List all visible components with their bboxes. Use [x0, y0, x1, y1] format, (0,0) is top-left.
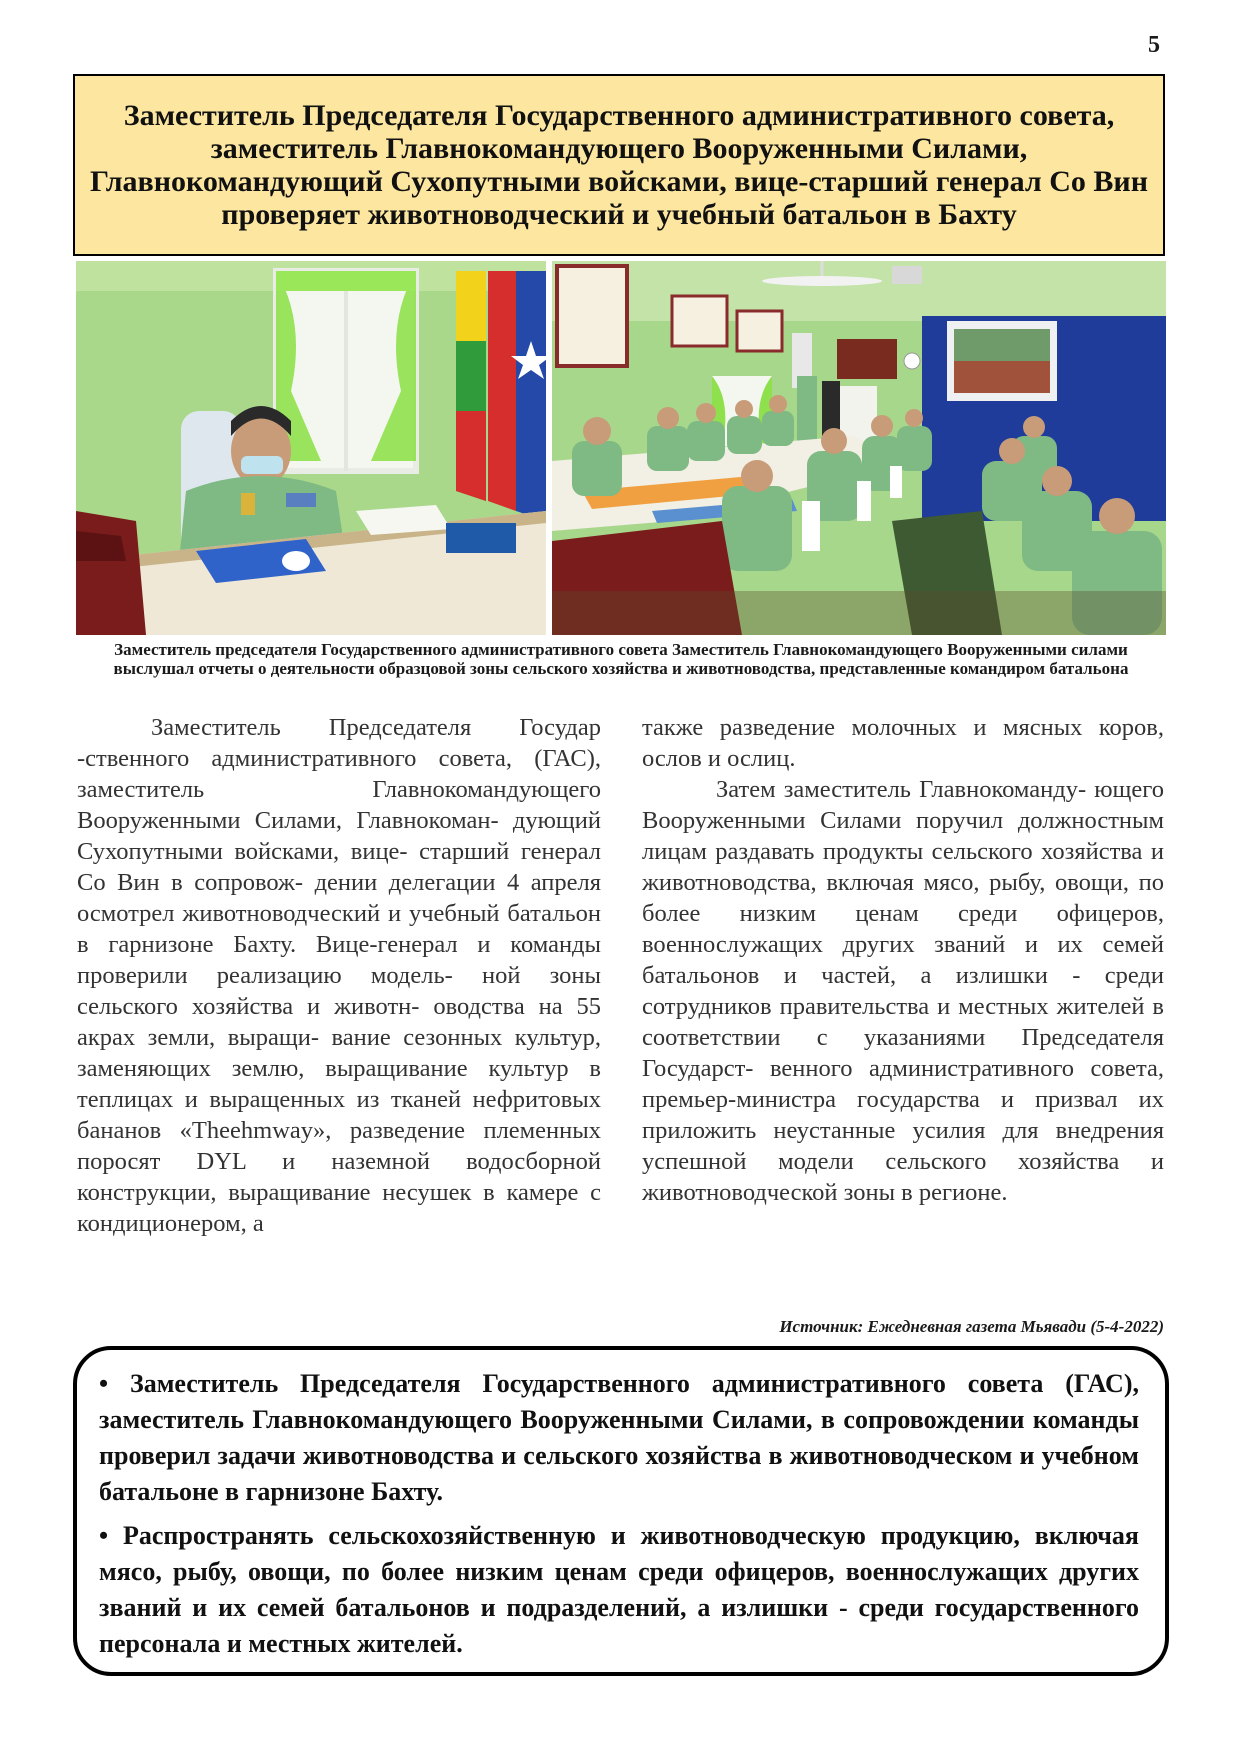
summary-bullet: • Распространять сельскохозяйственную и животноводческую продукцию, включая мясо, рыбу, овощи, по более низким ценам среди офицеров, военнослужащих других званий и их семей батальонов и подразделений, а излишки - среди государственного персонала и местных жителей.: [99, 1521, 1139, 1658]
source-credit: Источник: Ежедневная газета Мьявади (5-4-2022): [779, 1317, 1164, 1336]
summary-box: [73, 1346, 1169, 1676]
article-column-left: [77, 712, 601, 1239]
photo-briefing-illustration: [552, 261, 1166, 635]
photo-officer-illustration: [76, 261, 546, 635]
article-column-right: [642, 712, 1164, 1208]
article-title: Заместитель Председателя Государственного административного совета, заместитель Главнокомандующего Вооруженными Силами, Главнокомандующий Сухопутными войсками, вице-старший генерал Со Вин проверяет животноводческий и учебный батальон в Бахту: [90, 99, 1148, 231]
photo-officer-at-desk: [76, 261, 546, 635]
title-box: [73, 74, 1165, 256]
page-number: 5: [1148, 32, 1160, 58]
article-paragraph: Заместитель Председателя Государ -ственного административного совета, (ГАС), заместитель Главнокомандующего Вооруженными Силами, Главнокоман- дующий Сухопутными войсками, вице- старший генерал Со Вин в сопровож- дении делегации 4 апреля осмотрел животноводческий и учебный батальон в гарнизоне Бахту. Вице-генерал и команды проверили реализацию модель- ной зоны сельского хозяйства и животн- оводства на 55 акрах земли, выращи- вание сезонных культур, заменяющих землю, выращивание культур в теплицах и выращенных из тканей нефритовых бананов «Theehmway», разведение племенных поросят DYL и наземной водосборной конструкции, выращивание несушек в камере с кондиционером, а: [77, 714, 601, 1237]
summary-bullet: • Заместитель Председателя Государственного административного совета (ГАС), заместитель Главнокомандующего Вооруженными Силами, в сопровождении команды проверил задачи животноводства и сельского хозяйства в животноводческом и учебном батальоне в гарнизоне Бахту.: [99, 1369, 1139, 1506]
photo-caption: Заместитель председателя Государственного административного совета Заместитель Главнокомандующего Вооруженными силами выслушал отчеты о деятельности образцовой зоны сельского хозяйства и животноводства, представленные командиром батальона: [113, 640, 1129, 678]
article-paragraph: Затем заместитель Главнокоманду- ющего Вооруженными Силами поручил должностным лицам раздавать продукты сельского хозяйства и животноводства, включая мясо, рыбу, овощи, по более низким ценам среди офицеров, военнослужащих других званий и их семей батальонов и частей, а излишки - среди сотрудников правительства и местных жителей в соответствии с указаниями Председателя Государст- венного административного совета, премьер-министра государства и призвал их приложить неустанные усилия для внедрения успешной модели сельского хозяйства и животноводческой зоны в регионе.: [642, 776, 1164, 1206]
article-paragraph-continuation: также разведение молочных и мясных коров, ослов и ослиц.: [642, 714, 1164, 772]
photo-briefing-room: [552, 261, 1166, 635]
photo-strip: [76, 261, 1166, 635]
